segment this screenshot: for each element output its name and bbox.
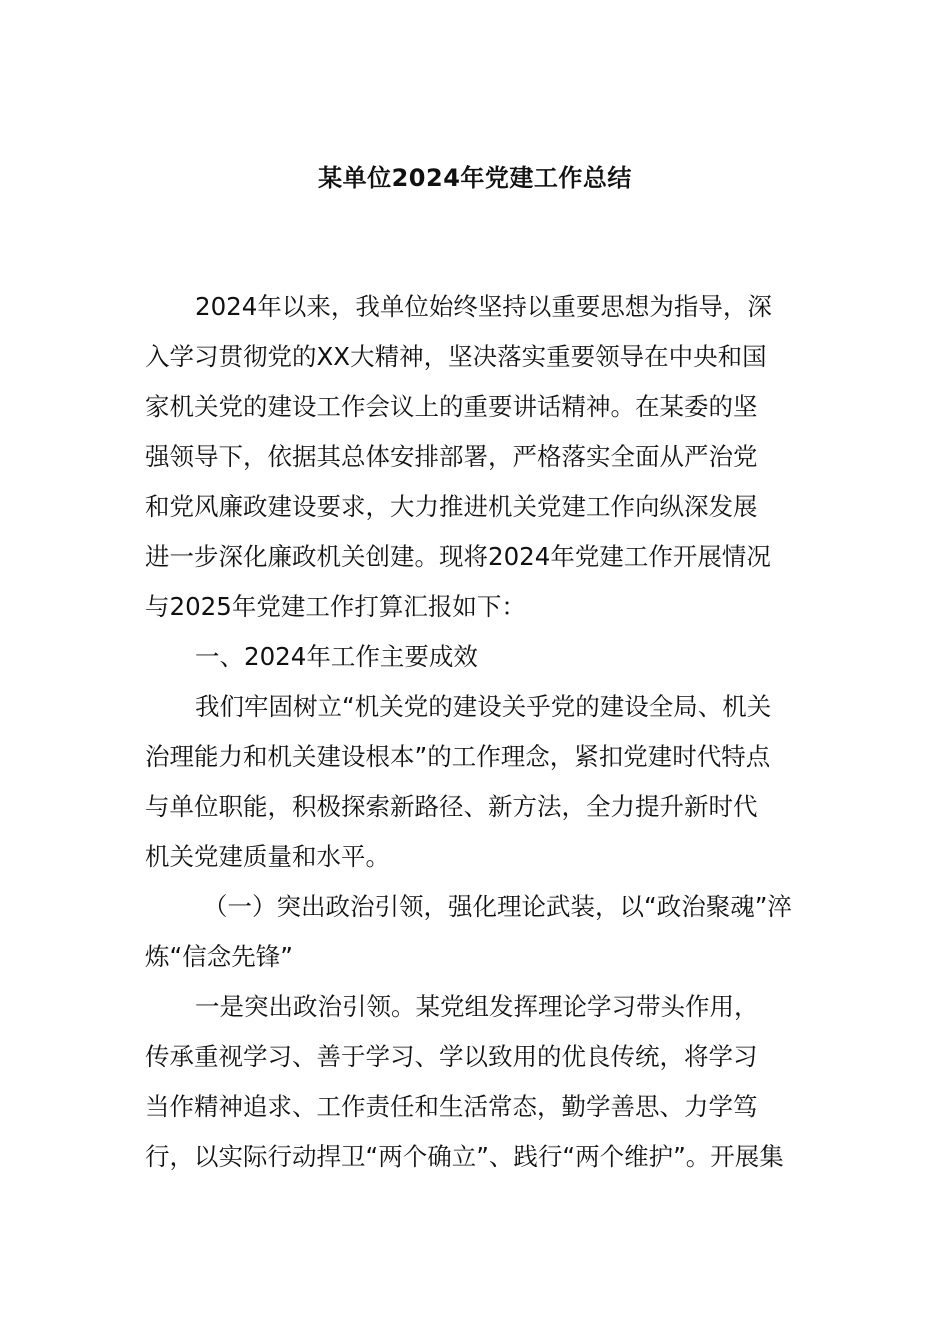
paragraph-line: 入学习贯彻党的XX大精神，坚决落实重要领导在中央和国 [145, 342, 767, 371]
paragraph-line: 我们牢固树立“机关党的建设关乎党的建设全局、机关 [195, 692, 772, 721]
paragraph-line: 当作精神追求、工作责任和生活常态，勤学善思、力学笃 [145, 1092, 758, 1121]
paragraph-line: 家机关党的建设工作会议上的重要讲话精神。在某委的坚 [145, 392, 758, 421]
subsection-heading: （一）突出政治引领，强化理论武装，以“政治聚魂”淬 [203, 892, 792, 921]
section-heading: 一、2024年工作主要成效 [195, 642, 478, 671]
paragraph-line: 治理能力和机关建设根本”的工作理念，紧扣党建时代特点 [145, 742, 771, 771]
paragraph-line: 与单位职能，积极探索新路径、新方法，全力提升新时代 [145, 792, 758, 821]
paragraph-line: 与2025年党建工作打算汇报如下： [145, 592, 526, 621]
paragraph-line: 机关党建质量和水平。 [145, 842, 390, 871]
paragraph-line: 行，以实际行动捍卫“两个确立”、践行“两个维护”。开展集 [145, 1142, 784, 1171]
subsection-heading-cont: 炼“信念先锋” [145, 942, 293, 971]
document-title: 某单位2024年党建工作总结 [318, 164, 632, 192]
paragraph-line: 一是突出政治引领。某党组发挥理论学习带头作用， [195, 992, 759, 1021]
paragraph-line: 传承重视学习、善于学习、学以致用的优良传统，将学习 [145, 1042, 758, 1071]
paragraph-line: 2024年以来，我单位始终坚持以重要思想为指导，深 [195, 292, 772, 321]
paragraph-line: 进一步深化廉政机关创建。现将2024年党建工作开展情况 [145, 542, 771, 571]
paragraph-line: 和党风廉政建设要求，大力推进机关党建工作向纵深发展 [145, 492, 758, 521]
paragraph-line: 强领导下，依据其总体安排部署，严格落实全面从严治党 [145, 442, 758, 471]
document-body [145, 282, 807, 1182]
